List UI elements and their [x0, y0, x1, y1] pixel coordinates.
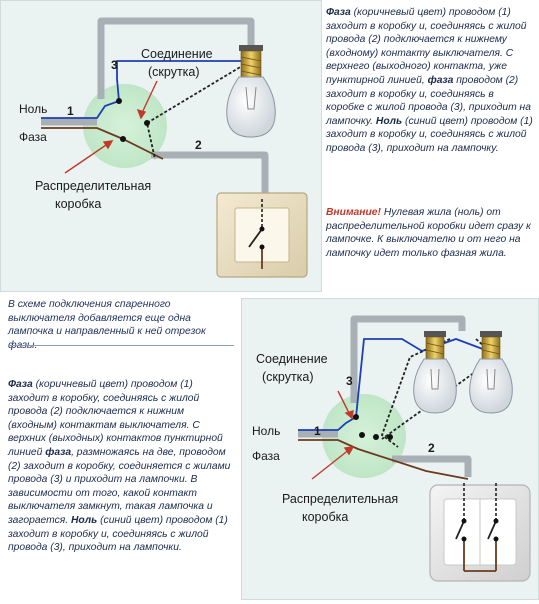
single-switch-diagram-svg — [1, 1, 321, 291]
label-neutral: Ноль — [252, 424, 281, 438]
single-switch-diagram — [0, 0, 322, 292]
label-connection-sub: (скрутка) — [148, 65, 200, 79]
connection-dot — [353, 414, 359, 420]
double-switch-icon — [430, 483, 530, 581]
label-neutral: Ноль — [19, 102, 48, 116]
double-switch-diagram-svg — [242, 299, 538, 599]
double-switch-diagram — [241, 298, 539, 600]
wire-number: 2 — [428, 441, 435, 455]
label-connection: Соединение — [256, 352, 328, 366]
text-part: (коричневый цвет) проводом (1) заходит в коробку, соединяясь с жилой провода (2) подключается к нижним (входным) контактам выключателя. С верхних (выходных) контактов пунктирной линией — [8, 379, 223, 458]
label-connection: Соединение — [141, 47, 213, 61]
connection-dot — [144, 120, 150, 126]
term-phase: Фаза — [8, 379, 33, 390]
text-part: , размножаясь на две, проводом (2) заходит в коробку, соединяется с жилами провода (3) и приходит на лампочки. В зависимости от того, какой контакт выключателя замкнут, такая лампочка и загорается. — [8, 446, 231, 526]
label-phase: Фаза — [19, 130, 47, 144]
explanation-single — [326, 6, 534, 156]
lamp-icon — [227, 45, 276, 137]
wire-number: 3 — [111, 58, 118, 72]
label-box-sub: коробка — [302, 510, 349, 524]
warning-note — [326, 206, 534, 260]
divider — [8, 345, 234, 346]
switch-icon — [217, 193, 307, 277]
text-part: (синий цвет) проводом (1) заходит в коробку и, соединяясь с жилой провода (3), приходит на лампочки. — [8, 514, 228, 554]
connection-dot — [359, 432, 365, 438]
text-part: (синий цвет) проводом (1) заходит в коробку и, соединяясь с жилой провода (3), приходит на лампочку. — [326, 115, 533, 154]
label-box: Распределительная — [35, 179, 152, 193]
label-connection-sub: (скрутка) — [262, 370, 314, 384]
text-part: проводом (2) заходит в коробку и, соединяясь в коробке с жилой провода (3), приходит на лампочку. — [326, 74, 531, 127]
label-box: Распределительная — [282, 492, 399, 506]
connection-dot — [120, 136, 126, 142]
wire-number: 1 — [314, 424, 321, 438]
explanation-paired — [8, 378, 234, 555]
connection-dot — [116, 98, 122, 104]
term-phase: Фаза — [326, 7, 351, 18]
warning-label: Внимание! — [326, 207, 381, 218]
intro-paired: В схеме подключения спаренного выключателя добавляется еще одна лампочка и направленный к ней отрезок фазы. — [8, 299, 206, 351]
label-box-sub: коробка — [55, 197, 102, 211]
wire-number: 2 — [195, 138, 202, 152]
term-phase: фаза — [427, 74, 454, 86]
lamp-icon — [414, 331, 457, 413]
term-neutral: Ноль — [71, 514, 98, 526]
connection-dot — [387, 434, 393, 440]
label-phase: Фаза — [252, 449, 280, 463]
term-phase: фаза — [45, 446, 72, 458]
term-neutral: Ноль — [375, 115, 403, 127]
wire-number: 3 — [346, 374, 353, 388]
warning-text: Нулевая жила (ноль) от распределительной коробки идет сразу к лампочке. К выключателю и от него на лампочку идет только фазная жила. — [326, 207, 531, 259]
connection-dot — [373, 434, 379, 440]
text-part: (коричневый цвет) проводом (1) заходит в коробку и, соединяясь с жилой провода (2) подключается к нижнему (входному) контакту выключателя. С верхнего (выходного) контакта, уже пунктирной линией, — [326, 7, 527, 86]
wire-number: 1 — [67, 104, 74, 118]
lamp-icon — [470, 331, 513, 413]
